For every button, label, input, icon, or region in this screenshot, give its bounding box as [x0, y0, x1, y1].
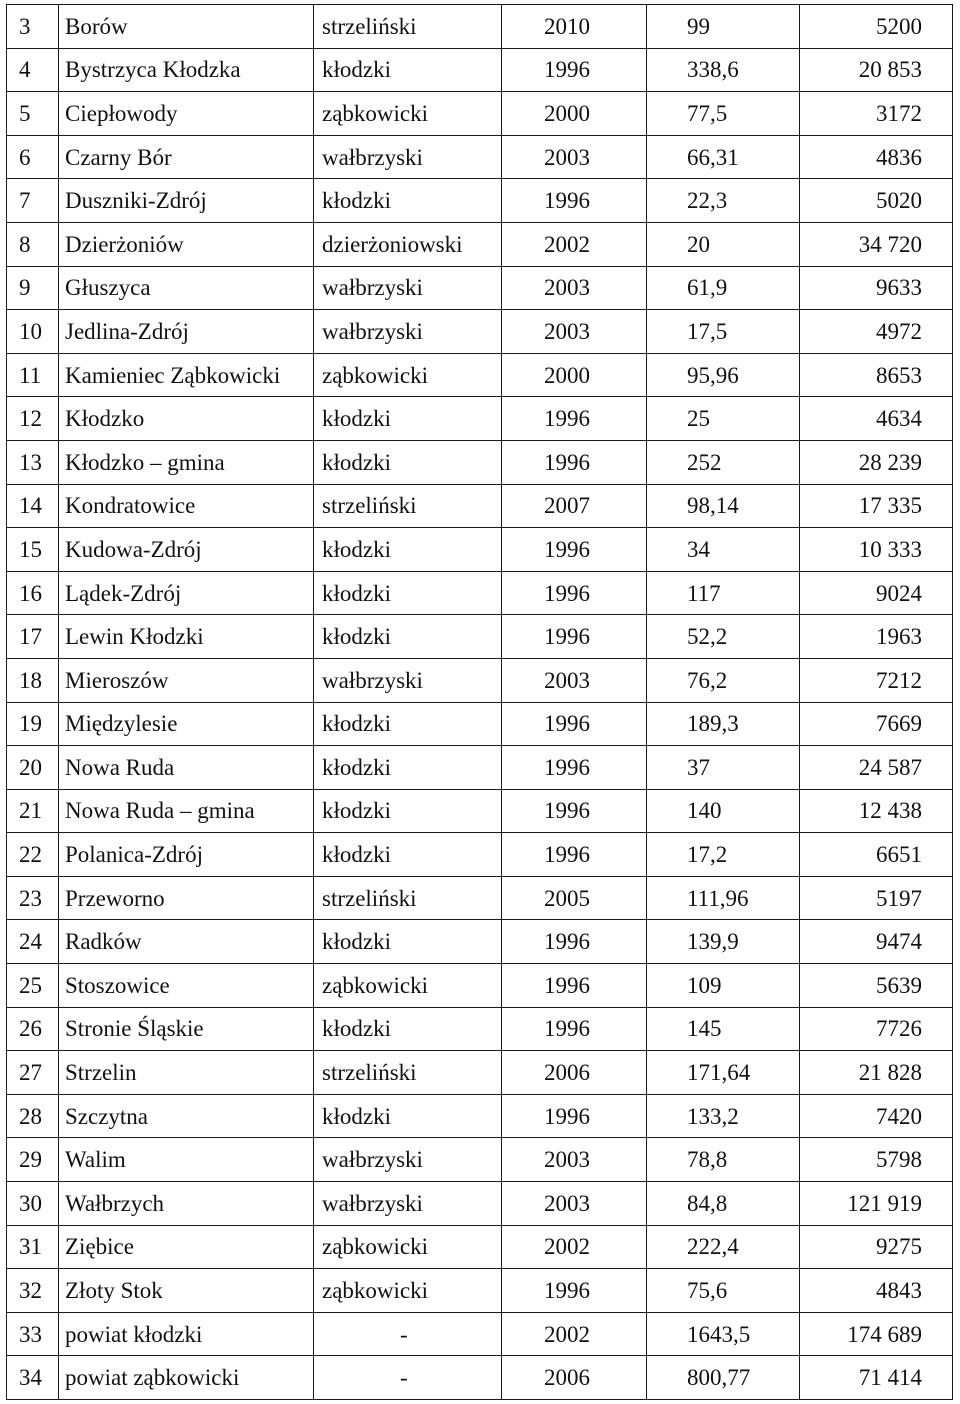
commune-name-cell: Złoty Stok	[59, 1269, 314, 1313]
area-cell: 222,4	[647, 1225, 800, 1269]
population-cell: 5639	[800, 964, 953, 1008]
row-number-cell: 7	[7, 179, 59, 223]
table-row	[7, 528, 953, 572]
commune-name-cell: Kłodzko – gmina	[59, 440, 314, 484]
commune-name-cell: powiat kłodzki	[59, 1312, 314, 1356]
commune-name-cell: Czarny Bór	[59, 135, 314, 179]
population-cell: 174 689	[800, 1312, 953, 1356]
commune-name-cell: Kudowa-Zdrój	[59, 528, 314, 572]
commune-name-cell: Głuszyca	[59, 266, 314, 310]
population-cell: 8653	[800, 353, 953, 397]
row-number-cell: 31	[7, 1225, 59, 1269]
county-cell: kłodzki	[314, 920, 502, 964]
area-cell: 111,96	[647, 876, 800, 920]
population-cell: 9024	[800, 571, 953, 615]
county-cell: wałbrzyski	[314, 1182, 502, 1226]
county-cell: kłodzki	[314, 615, 502, 659]
county-cell: ząbkowicki	[314, 92, 502, 136]
commune-name-cell: powiat ząbkowicki	[59, 1356, 314, 1400]
row-number-cell: 22	[7, 833, 59, 877]
area-cell: 145	[647, 1007, 800, 1051]
row-number-cell: 24	[7, 920, 59, 964]
county-cell: kłodzki	[314, 397, 502, 441]
area-cell: 98,14	[647, 484, 800, 528]
population-cell: 9275	[800, 1225, 953, 1269]
table-row	[7, 746, 953, 790]
area-cell: 171,64	[647, 1051, 800, 1095]
commune-name-cell: Radków	[59, 920, 314, 964]
population-cell: 4634	[800, 397, 953, 441]
county-cell: kłodzki	[314, 179, 502, 223]
row-number-cell: 30	[7, 1182, 59, 1226]
year-cell: 2006	[502, 1356, 647, 1400]
table-row	[7, 1007, 953, 1051]
population-cell: 10 333	[800, 528, 953, 572]
county-cell: ząbkowicki	[314, 353, 502, 397]
area-cell: 17,2	[647, 833, 800, 877]
area-cell: 37	[647, 746, 800, 790]
county-cell: ząbkowicki	[314, 1269, 502, 1313]
area-cell: 800,77	[647, 1356, 800, 1400]
table-row	[7, 353, 953, 397]
table-row	[7, 833, 953, 877]
row-number-cell: 28	[7, 1094, 59, 1138]
area-cell: 109	[647, 964, 800, 1008]
county-cell: kłodzki	[314, 1007, 502, 1051]
year-cell: 1996	[502, 397, 647, 441]
year-cell: 2002	[502, 1312, 647, 1356]
population-cell: 9474	[800, 920, 953, 964]
population-cell: 71 414	[800, 1356, 953, 1400]
commune-name-cell: Międzylesie	[59, 702, 314, 746]
table-row	[7, 1182, 953, 1226]
year-cell: 1996	[502, 1094, 647, 1138]
population-cell: 9633	[800, 266, 953, 310]
county-cell: kłodzki	[314, 702, 502, 746]
row-number-cell: 5	[7, 92, 59, 136]
year-cell: 1996	[502, 833, 647, 877]
area-cell: 140	[647, 789, 800, 833]
row-number-cell: 32	[7, 1269, 59, 1313]
population-cell: 17 335	[800, 484, 953, 528]
row-number-cell: 9	[7, 266, 59, 310]
year-cell: 1996	[502, 702, 647, 746]
county-cell: -	[314, 1356, 502, 1400]
population-cell: 1963	[800, 615, 953, 659]
area-cell: 34	[647, 528, 800, 572]
population-cell: 7669	[800, 702, 953, 746]
population-cell: 5020	[800, 179, 953, 223]
commune-name-cell: Lewin Kłodzki	[59, 615, 314, 659]
table-row	[7, 92, 953, 136]
row-number-cell: 21	[7, 789, 59, 833]
row-number-cell: 4	[7, 48, 59, 92]
year-cell: 1996	[502, 964, 647, 1008]
county-cell: ząbkowicki	[314, 1225, 502, 1269]
commune-name-cell: Ziębice	[59, 1225, 314, 1269]
area-cell: 66,31	[647, 135, 800, 179]
county-cell: wałbrzyski	[314, 135, 502, 179]
area-cell: 78,8	[647, 1138, 800, 1182]
row-number-cell: 17	[7, 615, 59, 659]
year-cell: 2005	[502, 876, 647, 920]
table-row	[7, 222, 953, 266]
row-number-cell: 6	[7, 135, 59, 179]
area-cell: 76,2	[647, 658, 800, 702]
row-number-cell: 27	[7, 1051, 59, 1095]
table-row	[7, 571, 953, 615]
table-row	[7, 397, 953, 441]
county-cell: kłodzki	[314, 789, 502, 833]
table-row	[7, 484, 953, 528]
population-cell: 21 828	[800, 1051, 953, 1095]
area-cell: 61,9	[647, 266, 800, 310]
data-table	[6, 4, 953, 1400]
year-cell: 2003	[502, 266, 647, 310]
row-number-cell: 33	[7, 1312, 59, 1356]
population-cell: 34 720	[800, 222, 953, 266]
commune-name-cell: Dzierżoniów	[59, 222, 314, 266]
county-cell: wałbrzyski	[314, 310, 502, 354]
county-cell: strzeliński	[314, 484, 502, 528]
year-cell: 2000	[502, 353, 647, 397]
commune-name-cell: Kondratowice	[59, 484, 314, 528]
area-cell: 133,2	[647, 1094, 800, 1138]
year-cell: 1996	[502, 48, 647, 92]
area-cell: 25	[647, 397, 800, 441]
commune-name-cell: Nowa Ruda	[59, 746, 314, 790]
row-number-cell: 34	[7, 1356, 59, 1400]
population-cell: 7212	[800, 658, 953, 702]
table-row	[7, 1051, 953, 1095]
commune-name-cell: Szczytna	[59, 1094, 314, 1138]
table-row	[7, 310, 953, 354]
area-cell: 189,3	[647, 702, 800, 746]
county-cell: kłodzki	[314, 528, 502, 572]
county-cell: kłodzki	[314, 440, 502, 484]
row-number-cell: 10	[7, 310, 59, 354]
area-cell: 75,6	[647, 1269, 800, 1313]
population-cell: 4843	[800, 1269, 953, 1313]
area-cell: 99	[647, 5, 800, 49]
table-row	[7, 48, 953, 92]
table-row	[7, 1269, 953, 1313]
county-cell: wałbrzyski	[314, 1138, 502, 1182]
county-cell: dzierżoniowski	[314, 222, 502, 266]
table-row	[7, 920, 953, 964]
year-cell: 2002	[502, 1225, 647, 1269]
row-number-cell: 12	[7, 397, 59, 441]
year-cell: 2006	[502, 1051, 647, 1095]
year-cell: 1996	[502, 746, 647, 790]
commune-name-cell: Borów	[59, 5, 314, 49]
row-number-cell: 14	[7, 484, 59, 528]
year-cell: 2003	[502, 1138, 647, 1182]
table-row	[7, 5, 953, 49]
county-cell: strzeliński	[314, 876, 502, 920]
population-cell: 121 919	[800, 1182, 953, 1226]
commune-name-cell: Jedlina-Zdrój	[59, 310, 314, 354]
year-cell: 1996	[502, 1269, 647, 1313]
area-cell: 22,3	[647, 179, 800, 223]
population-cell: 5200	[800, 5, 953, 49]
population-cell: 4836	[800, 135, 953, 179]
population-cell: 12 438	[800, 789, 953, 833]
year-cell: 2007	[502, 484, 647, 528]
population-cell: 7420	[800, 1094, 953, 1138]
population-cell: 5197	[800, 876, 953, 920]
area-cell: 338,6	[647, 48, 800, 92]
row-number-cell: 16	[7, 571, 59, 615]
year-cell: 2010	[502, 5, 647, 49]
table-row	[7, 1312, 953, 1356]
commune-name-cell: Ciepłowody	[59, 92, 314, 136]
table-row	[7, 1225, 953, 1269]
table-row	[7, 440, 953, 484]
commune-name-cell: Polanica-Zdrój	[59, 833, 314, 877]
area-cell: 117	[647, 571, 800, 615]
table-row	[7, 135, 953, 179]
year-cell: 1996	[502, 1007, 647, 1051]
table-row	[7, 658, 953, 702]
row-number-cell: 18	[7, 658, 59, 702]
county-cell: kłodzki	[314, 746, 502, 790]
area-cell: 95,96	[647, 353, 800, 397]
county-cell: ząbkowicki	[314, 964, 502, 1008]
table-row	[7, 702, 953, 746]
year-cell: 1996	[502, 920, 647, 964]
row-number-cell: 3	[7, 5, 59, 49]
row-number-cell: 26	[7, 1007, 59, 1051]
year-cell: 2000	[502, 92, 647, 136]
year-cell: 2003	[502, 1182, 647, 1226]
row-number-cell: 23	[7, 876, 59, 920]
area-cell: 139,9	[647, 920, 800, 964]
row-number-cell: 8	[7, 222, 59, 266]
row-number-cell: 19	[7, 702, 59, 746]
commune-name-cell: Kłodzko	[59, 397, 314, 441]
population-cell: 5798	[800, 1138, 953, 1182]
area-cell: 17,5	[647, 310, 800, 354]
population-cell: 6651	[800, 833, 953, 877]
population-cell: 24 587	[800, 746, 953, 790]
area-cell: 52,2	[647, 615, 800, 659]
area-cell: 252	[647, 440, 800, 484]
year-cell: 1996	[502, 179, 647, 223]
table-row	[7, 1094, 953, 1138]
county-cell: strzeliński	[314, 5, 502, 49]
county-cell: strzeliński	[314, 1051, 502, 1095]
row-number-cell: 11	[7, 353, 59, 397]
row-number-cell: 29	[7, 1138, 59, 1182]
table-row	[7, 1138, 953, 1182]
area-cell: 84,8	[647, 1182, 800, 1226]
county-cell: kłodzki	[314, 571, 502, 615]
county-cell: kłodzki	[314, 48, 502, 92]
row-number-cell: 25	[7, 964, 59, 1008]
table-row	[7, 266, 953, 310]
table-row	[7, 179, 953, 223]
area-cell: 1643,5	[647, 1312, 800, 1356]
commune-name-cell: Duszniki-Zdrój	[59, 179, 314, 223]
table-row	[7, 789, 953, 833]
year-cell: 2003	[502, 310, 647, 354]
county-cell: -	[314, 1312, 502, 1356]
table-row	[7, 615, 953, 659]
year-cell: 2003	[502, 658, 647, 702]
year-cell: 1996	[502, 571, 647, 615]
table-row	[7, 876, 953, 920]
commune-name-cell: Lądek-Zdrój	[59, 571, 314, 615]
county-cell: kłodzki	[314, 833, 502, 877]
county-cell: wałbrzyski	[314, 266, 502, 310]
year-cell: 2003	[502, 135, 647, 179]
commune-name-cell: Mieroszów	[59, 658, 314, 702]
commune-name-cell: Strzelin	[59, 1051, 314, 1095]
commune-name-cell: Przeworno	[59, 876, 314, 920]
row-number-cell: 15	[7, 528, 59, 572]
population-cell: 7726	[800, 1007, 953, 1051]
commune-name-cell: Wałbrzych	[59, 1182, 314, 1226]
county-cell: kłodzki	[314, 1094, 502, 1138]
commune-name-cell: Nowa Ruda – gmina	[59, 789, 314, 833]
table-row	[7, 964, 953, 1008]
commune-name-cell: Walim	[59, 1138, 314, 1182]
year-cell: 1996	[502, 615, 647, 659]
row-number-cell: 13	[7, 440, 59, 484]
population-cell: 20 853	[800, 48, 953, 92]
commune-name-cell: Kamieniec Ząbkowicki	[59, 353, 314, 397]
population-cell: 4972	[800, 310, 953, 354]
county-cell: wałbrzyski	[314, 658, 502, 702]
year-cell: 1996	[502, 789, 647, 833]
commune-name-cell: Bystrzyca Kłodzka	[59, 48, 314, 92]
population-cell: 3172	[800, 92, 953, 136]
table-row	[7, 1356, 953, 1400]
area-cell: 77,5	[647, 92, 800, 136]
population-cell: 28 239	[800, 440, 953, 484]
commune-name-cell: Stronie Śląskie	[59, 1007, 314, 1051]
year-cell: 1996	[502, 528, 647, 572]
table-body	[7, 5, 953, 1400]
year-cell: 2002	[502, 222, 647, 266]
area-cell: 20	[647, 222, 800, 266]
commune-name-cell: Stoszowice	[59, 964, 314, 1008]
year-cell: 1996	[502, 440, 647, 484]
row-number-cell: 20	[7, 746, 59, 790]
